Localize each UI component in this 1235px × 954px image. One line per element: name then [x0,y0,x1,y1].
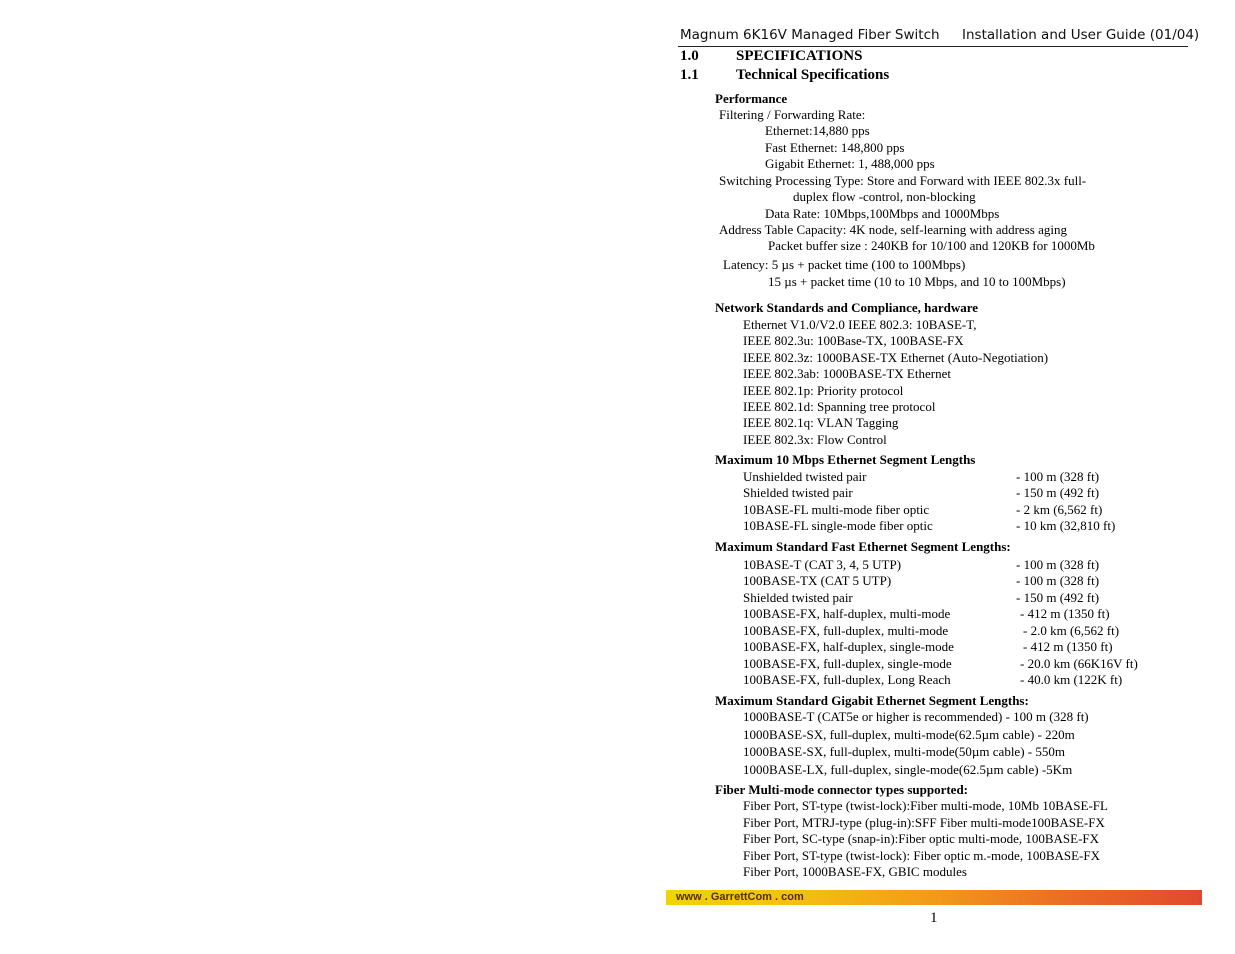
network-standard-item: Ethernet V1.0/V2.0 IEEE 802.3: 10BASE-T, [743,317,977,332]
segment-length: - 412 m (1350 ft) [1023,639,1113,654]
segment-label: 100BASE-FX, full-duplex, single-mode [743,656,952,671]
subsection-title: Technical Specifications [736,67,890,83]
segment-label: 10BASE-T (CAT 3, 4, 5 UTP) [743,557,902,572]
network-standard-item: IEEE 802.3x: Flow Control [743,432,887,447]
performance-line: Switching Processing Type: Store and Forward with IEEE 802.3x full- [719,173,1087,188]
fiber-connector-item: Fiber Port, ST-type (twist-lock):Fiber multi-mode, 10Mb 10BASE-FL [743,798,1108,813]
network-standard-item: IEEE 802.3ab: 1000BASE-TX Ethernet [743,366,951,381]
segment-label: 10BASE-FL single-mode fiber optic [743,518,933,533]
segment-length: - 100 m (328 ft) [1016,469,1100,484]
page-number: 1 [930,910,938,926]
segment-length: - 2 km (6,562 ft) [1016,502,1103,517]
network-standard-item: IEEE 802.1p: Priority protocol [743,383,904,398]
performance-heading: Performance [715,91,788,106]
network-standard-item: IEEE 802.1q: VLAN Tagging [743,415,899,430]
performance-line: Latency: 5 µs + packet time (100 to 100Mbps) [723,257,966,272]
segment-length: - 100 m (328 ft) [1016,573,1100,588]
segment-length: - 10 km (32,810 ft) [1016,518,1116,533]
segment-label: Shielded twisted pair [743,485,853,500]
segment-label: Unshielded twisted pair [743,469,867,484]
fiber-connector-item: Fiber Port, 1000BASE-FX, GBIC modules [743,864,967,879]
performance-line: 15 µs + packet time (10 to 10 Mbps, and 10 to 100Mbps) [768,274,1066,289]
performance-line: Gigabit Ethernet: 1, 488,000 pps [765,156,935,171]
section-number: 1.0 [680,48,699,64]
network-standard-item: IEEE 802.3z: 1000BASE-TX Ethernet (Auto-Negotiation) [743,350,1049,365]
network-standard-item: IEEE 802.3u: 100Base-TX, 100BASE-FX [743,333,964,348]
gigabit-line: 1000BASE-SX, full-duplex, multi-mode(50µm cable) - 550m [743,744,1065,759]
subsection-number: 1.1 [680,67,699,83]
segment-label: 100BASE-FX, half-duplex, multi-mode [743,606,951,621]
fiber-connector-item: Fiber Port, MTRJ-type (plug-in):SFF Fiber multi-mode100BASE-FX [743,815,1105,830]
segment-label: 100BASE-FX, half-duplex, single-mode [743,639,954,654]
segment-length: - 2.0 km (6,562 ft) [1023,623,1120,638]
segment-length: - 100 m (328 ft) [1016,557,1100,572]
fast-ethernet-heading: Maximum Standard Fast Ethernet Segment Lengths: [715,539,1011,554]
segment-length: - 20.0 km (66K16V ft) [1020,656,1138,671]
performance-line: Packet buffer size : 240KB for 10/100 and 120KB for 1000Mb [768,238,1095,253]
performance-line: Data Rate: 10Mbps,100Mbps and 1000Mbps [765,206,1000,221]
segment-label: 100BASE-FX, full-duplex, Long Reach [743,672,951,687]
fiber-connector-item: Fiber Port, ST-type (twist-lock): Fiber optic m.-mode, 100BASE-FX [743,848,1100,863]
network-standards-heading: Network Standards and Compliance, hardware [715,300,979,315]
gigabit-heading: Maximum Standard Gigabit Ethernet Segment Lengths: [715,693,1029,708]
gigabit-line: 1000BASE-LX, full-duplex, single-mode(62.5µm cable) -5Km [743,762,1073,777]
footer-website-link[interactable]: www . GarrettCom . com [676,891,804,903]
gigabit-line: 1000BASE-T (CAT5e or higher is recommended) - 100 m (328 ft) [743,709,1089,724]
network-standard-item: IEEE 802.1d: Spanning tree protocol [743,399,936,414]
performance-line: Filtering / Forwarding Rate: [719,107,866,122]
ten-mbps-heading: Maximum 10 Mbps Ethernet Segment Lengths [715,452,976,467]
fiber-connectors-heading: Fiber Multi-mode connector types supported: [715,782,968,797]
fiber-connector-item: Fiber Port, SC-type (snap-in):Fiber optic multi-mode, 100BASE-FX [743,831,1100,846]
header-divider [678,46,1188,47]
performance-line: duplex flow -control, non-blocking [793,189,976,204]
segment-label: 100BASE-TX (CAT 5 UTP) [743,573,892,588]
performance-line: Fast Ethernet: 148,800 pps [765,140,905,155]
segment-length: - 150 m (492 ft) [1016,485,1100,500]
segment-label: 100BASE-FX, full-duplex, multi-mode [743,623,949,638]
segment-label: Shielded twisted pair [743,590,853,605]
segment-length: - 412 m (1350 ft) [1020,606,1110,621]
section-title: SPECIFICATIONS [736,48,863,64]
segment-length: - 40.0 km (122K ft) [1020,672,1123,687]
segment-label: 10BASE-FL multi-mode fiber optic [743,502,930,517]
header-guide-title: Installation and User Guide (01/04) [962,27,1200,43]
header-title: Magnum 6K16V Managed Fiber Switch [680,27,940,43]
performance-line: Ethernet:14,880 pps [765,123,870,138]
gigabit-line: 1000BASE-SX, full-duplex, multi-mode(62.5µm cable) - 220m [743,727,1075,742]
performance-line: Address Table Capacity: 4K node, self-learning with address aging [719,222,1067,237]
segment-length: - 150 m (492 ft) [1016,590,1100,605]
